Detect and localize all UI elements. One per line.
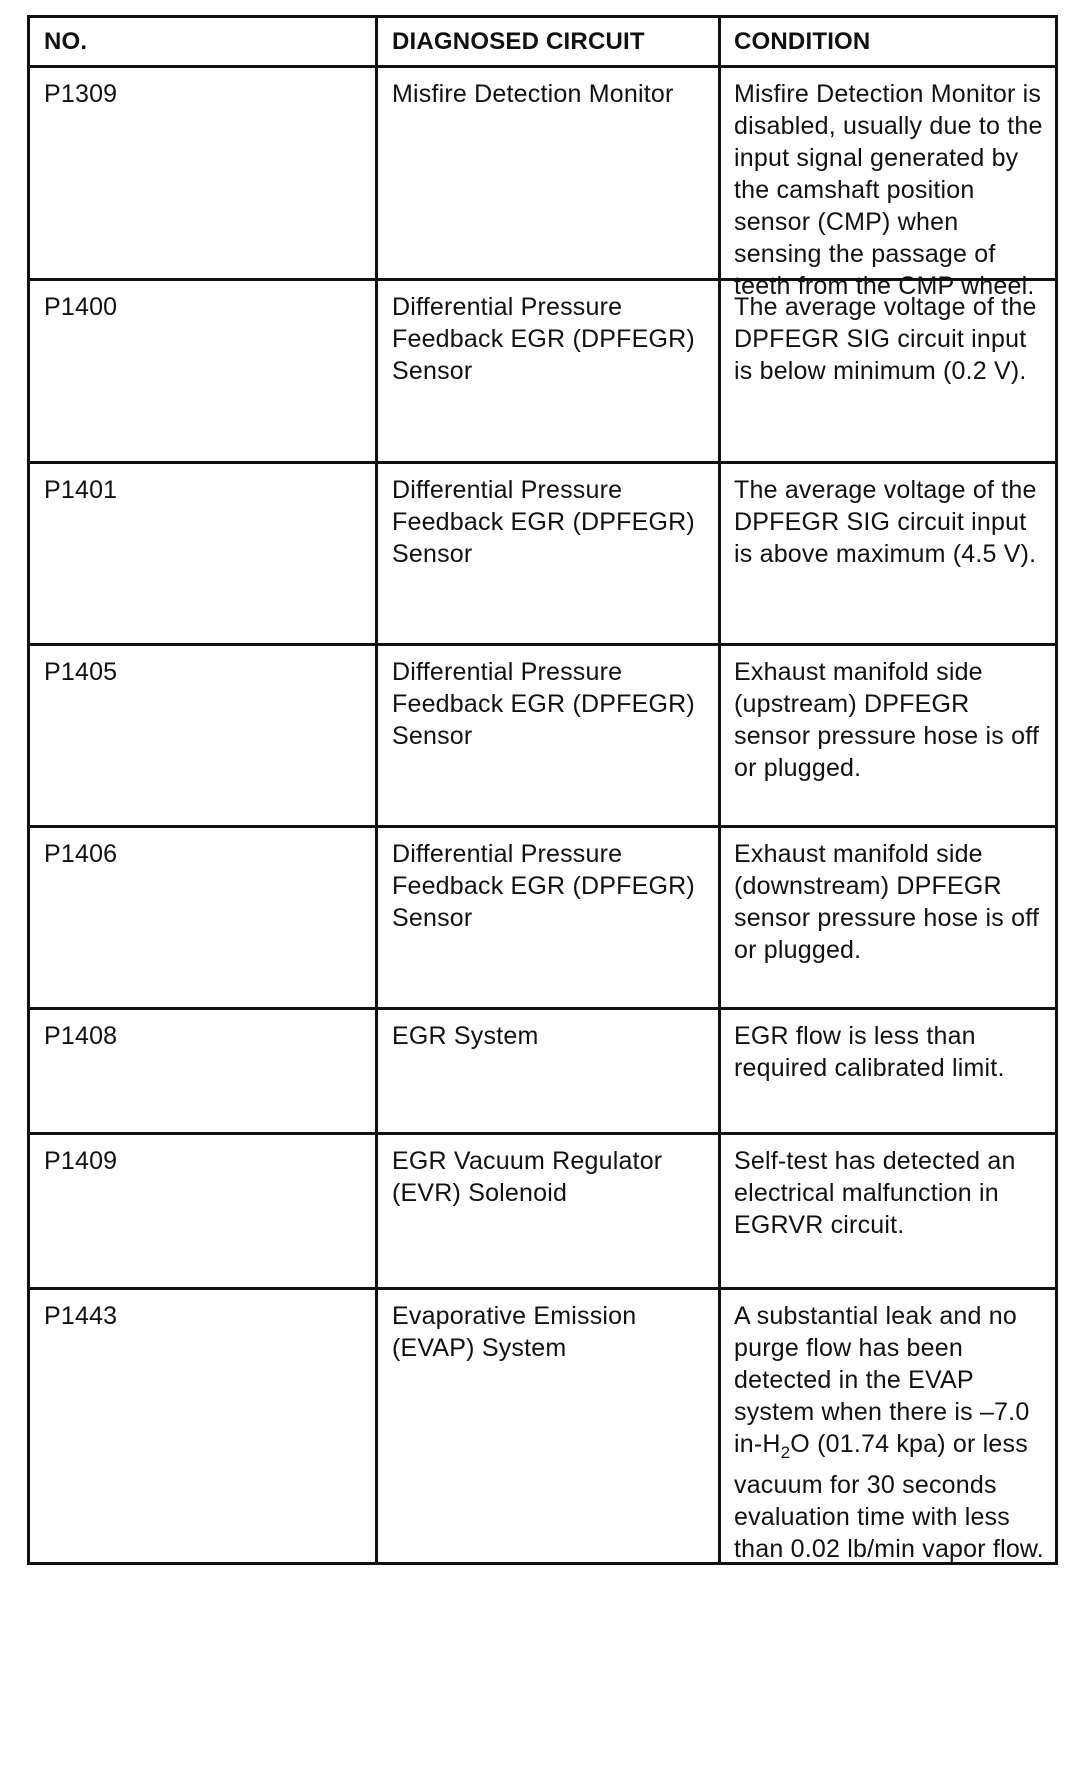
circuit-cell: Differential Pressure Feedback EGR (DPFEGR) Sensor (378, 464, 721, 643)
table-row (30, 278, 1055, 461)
code-cell: P1409 (30, 1135, 378, 1287)
code-cell: P1405 (30, 646, 378, 825)
circuit-cell: Differential Pressure Feedback EGR (DPFEGR) Sensor (378, 281, 721, 461)
condition-cell: The average voltage of the DPFEGR SIG circuit input is above maximum (4.5 V). (734, 476, 1037, 568)
header-diagnosed-circuit: DIAGNOSED CIRCUIT (378, 18, 721, 65)
circuit-cell: Evaporative Emission (EVAP) System (378, 1290, 721, 1562)
circuit-cell: EGR Vacuum Regulator (EVR) Solenoid (378, 1135, 721, 1287)
header-no: NO. (30, 18, 378, 65)
condition-text-before: A substantial leak and no purge flow has been detected in the EVAP system when there is –7.0 in-H (734, 1302, 1030, 1458)
condition-cell: The average voltage of the DPFEGR SIG circuit input is below minimum (0.2 V). (734, 293, 1037, 385)
table-row (30, 1132, 1055, 1287)
condition-cell: Exhaust manifold side (downstream) DPFEGR sensor pressure hose is off or plugged. (734, 840, 1040, 964)
table-header-row (30, 18, 1055, 65)
code-cell: P1401 (30, 464, 378, 643)
code-cell: P1443 (30, 1290, 378, 1562)
circuit-cell: EGR System (378, 1010, 721, 1132)
condition-subscript: 2 (780, 1443, 791, 1462)
table-row (30, 461, 1055, 643)
circuit-cell: Misfire Detection Monitor (378, 68, 721, 278)
header-condition: CONDITION (734, 28, 871, 55)
condition-cell (721, 1290, 1055, 1562)
condition-cell: Exhaust manifold side (upstream) DPFEGR sensor pressure hose is off or plugged. (734, 658, 1040, 782)
code-cell: P1408 (30, 1010, 378, 1132)
condition-text-after: O (01.74 kpa) or less vacuum for 30 seconds evaluation time with less than 0.02 lb/min vapor flow. (734, 1430, 1044, 1563)
table-row (30, 1287, 1055, 1562)
code-cell: P1406 (30, 828, 378, 1007)
circuit-cell: Differential Pressure Feedback EGR (DPFEGR) Sensor (378, 646, 721, 825)
table-row (30, 1007, 1055, 1132)
condition-cell: EGR flow is less than required calibrated limit. (734, 1022, 1005, 1082)
code-cell: P1400 (30, 281, 378, 461)
condition-cell: Self-test has detected an electrical malfunction in EGRVR circuit. (734, 1147, 1016, 1239)
circuit-cell: Differential Pressure Feedback EGR (DPFEGR) Sensor (378, 828, 721, 1007)
code-cell: P1309 (30, 68, 378, 278)
diagnostic-code-table (27, 15, 1058, 1565)
table-row (30, 825, 1055, 1007)
condition-cell: Misfire Detection Monitor is disabled, usually due to the input signal generated by the camshaft position sensor (CMP) when sensing the passage of teeth from the CMP wheel. (734, 80, 1043, 300)
table-row (30, 65, 1055, 300)
table-row (30, 643, 1055, 825)
